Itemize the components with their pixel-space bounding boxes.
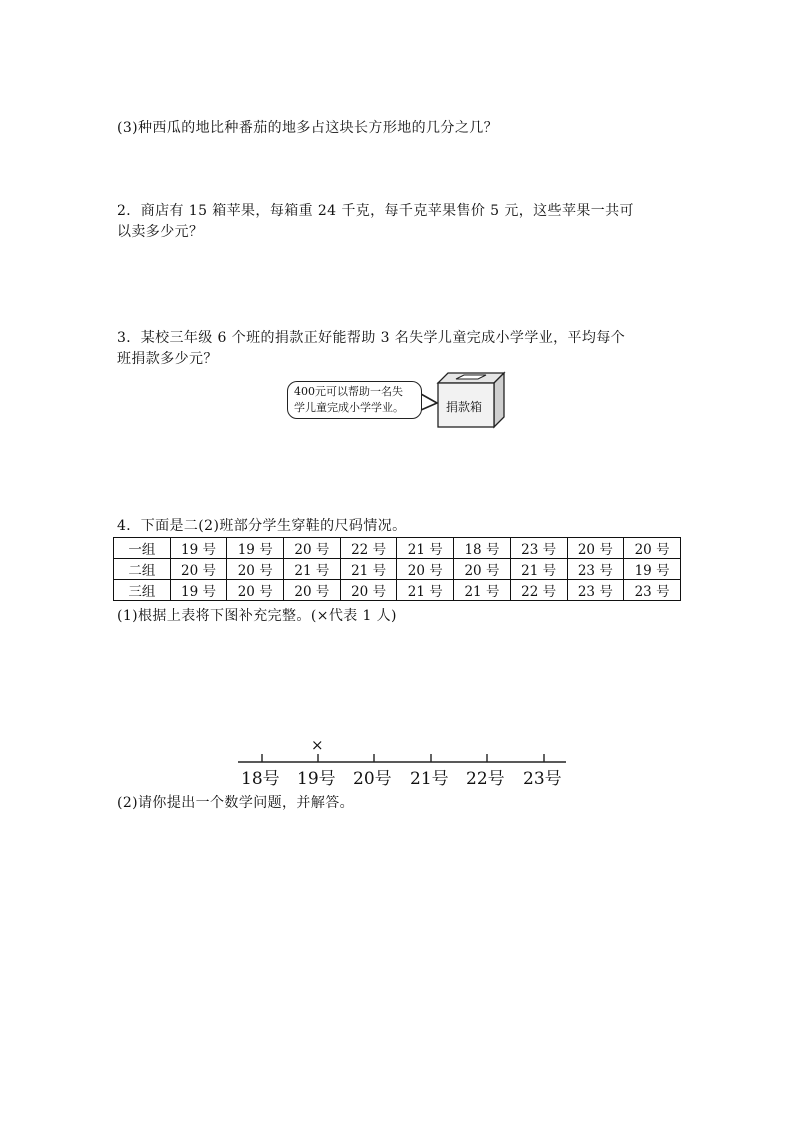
speech-bubble [287, 381, 422, 419]
bubble-line-1: 400元可以帮助一名失 [294, 385, 403, 398]
axis-label: 18号 [241, 769, 280, 789]
table-cell: 21 号 [340, 559, 397, 580]
table-cell: 二组 [114, 559, 171, 580]
table-cell: 21 号 [397, 538, 454, 559]
table-cell: 20 号 [624, 538, 681, 559]
question-2-line-1: 2．商店有 15 箱苹果，每箱重 24 千克，每千克苹果售价 5 元，这些苹果一共可 [117, 203, 634, 219]
table-cell: 20 号 [284, 580, 341, 601]
table-cell: 20 号 [227, 580, 284, 601]
axis-label: 22号 [466, 769, 505, 789]
table-cell: 20 号 [227, 559, 284, 580]
bubble-line-2: 学儿童完成小学学业。 [294, 401, 404, 414]
table-cell: 三组 [114, 580, 171, 601]
x-mark: × [311, 736, 324, 754]
table-cell: 18 号 [454, 538, 511, 559]
question-1-3: (3)种西瓜的地比种番茄的地多占这块长方形地的几分之几？ [117, 120, 499, 136]
table-cell: 23 号 [567, 580, 624, 601]
table-cell: 19 号 [624, 559, 681, 580]
axis-label: 21号 [410, 769, 449, 789]
table-row [114, 559, 681, 580]
question-4-sub-2: (2)请你提出一个数学问题，并解答。 [117, 795, 355, 811]
table-row [114, 580, 681, 601]
question-2-line-2: 以卖多少元？ [117, 224, 204, 240]
table-cell: 21 号 [454, 580, 511, 601]
table-cell: 19 号 [170, 580, 227, 601]
table-cell: 21 号 [284, 559, 341, 580]
table-cell: 23 号 [567, 559, 624, 580]
shoe-size-table [113, 537, 681, 601]
table-cell: 23 号 [624, 580, 681, 601]
axis-label: 23号 [523, 769, 562, 789]
number-line [236, 750, 570, 770]
question-4-intro: 4．下面是二(2)班部分学生穿鞋的尺码情况。 [117, 518, 407, 534]
question-3-line-2: 班捐款多少元？ [117, 351, 218, 367]
table-cell: 20 号 [340, 580, 397, 601]
axis-label: 20号 [353, 769, 392, 789]
table-cell: 20 号 [567, 538, 624, 559]
table-cell: 22 号 [340, 538, 397, 559]
table-cell: 23 号 [510, 538, 567, 559]
table-cell: 21 号 [397, 580, 454, 601]
table-cell: 20 号 [397, 559, 454, 580]
table-cell: 22 号 [510, 580, 567, 601]
axis-label: 19号 [297, 769, 336, 789]
table-row [114, 538, 681, 559]
donation-box-label: 捐款箱 [446, 400, 483, 414]
table-cell: 21 号 [510, 559, 567, 580]
table-cell: 20 号 [284, 538, 341, 559]
table-cell: 20 号 [454, 559, 511, 580]
table-cell: 20 号 [170, 559, 227, 580]
table-cell: 19 号 [227, 538, 284, 559]
table-cell: 19 号 [170, 538, 227, 559]
table-cell: 一组 [114, 538, 171, 559]
question-4-sub-1: (1)根据上表将下图补充完整。(×代表 1 人) [117, 608, 397, 624]
question-3-line-1: 3．某校三年级 6 个班的捐款正好能帮助 3 名失学儿童完成小学学业，平均每个 [117, 330, 626, 346]
